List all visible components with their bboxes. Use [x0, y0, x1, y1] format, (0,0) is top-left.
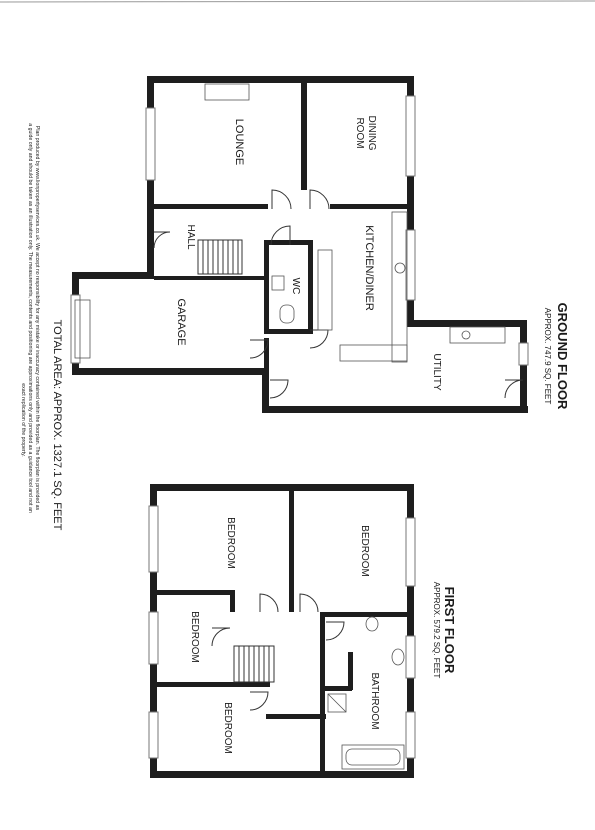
room-label-utility: UTILITY [431, 353, 442, 391]
disclaimer-line-1: Plan produced by www.lionpropertyservices.co.uk. We accept no responsibility for any mistake or inaccuracy contained within the floorplan. The floorplan is provided as [34, 125, 40, 511]
room-label-dining: DINING [366, 115, 377, 151]
door-swing [250, 692, 268, 710]
room-label-garage: GARAGE [175, 298, 187, 346]
window [71, 295, 80, 363]
wall [150, 484, 414, 491]
room-label-wc: WC [290, 277, 301, 295]
room-label-lounge: LOUNGE [233, 118, 245, 166]
toilet [366, 617, 378, 631]
fireplace [205, 84, 249, 100]
disclaimer-line-3: exact replication of the property. [20, 383, 26, 457]
room-label-bathroom: BATHROOM [369, 672, 380, 730]
disclaimer-line-2: a guide only and should be taken as an illustration only. The measurements, contents and positioning are approximations only and provided as a guidance tool and not an [27, 123, 33, 513]
door-swing [310, 190, 329, 209]
utility-worktop [450, 327, 505, 343]
wall [154, 590, 234, 595]
door-swing [260, 594, 278, 612]
room-label-dining-2: ROOM [354, 117, 365, 149]
wall [150, 771, 414, 778]
sink [395, 263, 405, 273]
ground-floor-heading: GROUND FLOOR [555, 302, 570, 410]
kitchen-worktop [392, 212, 407, 362]
door-swing [300, 594, 318, 612]
kitchen-worktop [340, 345, 407, 361]
first-floor-area: APPROX. 579.2 SQ. FEET [432, 581, 441, 679]
wall [324, 686, 352, 691]
wall [154, 682, 270, 687]
door-swing [272, 190, 291, 209]
wc-toilet [280, 305, 294, 323]
room-label-kitchen: KITCHEN/DINER [363, 225, 375, 311]
wall [262, 406, 528, 413]
ground-floor-area: APPROX. 747.9 SQ. FEET [543, 307, 552, 405]
room-label-bedroom-4: BEDROOM [222, 702, 233, 754]
window [519, 343, 528, 365]
wc-basin [272, 276, 284, 290]
wall [72, 272, 154, 279]
wall [520, 320, 527, 413]
wash-basin [392, 649, 404, 665]
wall [154, 276, 266, 280]
room-label-bedroom-1: BEDROOM [225, 517, 236, 569]
first-floor-plan [149, 484, 415, 778]
wall [289, 488, 294, 612]
ground-floor-plan [71, 76, 528, 413]
door-swing [270, 380, 288, 398]
wall [330, 204, 410, 209]
window [146, 108, 155, 180]
window [406, 518, 415, 586]
window [406, 96, 415, 176]
room-label-hall: HALL [185, 224, 196, 250]
door-swing [212, 628, 230, 646]
wall [407, 320, 527, 327]
bath-inner [346, 749, 400, 765]
door-swing [326, 622, 344, 640]
door-swing [154, 232, 170, 248]
first-floor-heading: FIRST FLOOR [442, 586, 457, 674]
wall [320, 612, 410, 617]
wall [308, 240, 313, 334]
kitchen-worktop [318, 250, 332, 330]
wall [348, 652, 353, 690]
wall [72, 368, 264, 375]
room-label-bedroom-3: BEDROOM [189, 611, 200, 663]
total-area: TOTAL AREA: APPROX. 1327.1 SQ. FEET [51, 319, 63, 531]
cupboard-cross [328, 694, 346, 712]
wall [150, 204, 268, 209]
room-label-bedroom-2: BEDROOM [359, 525, 370, 577]
wall [266, 714, 326, 719]
wall [230, 590, 235, 612]
window [149, 712, 158, 758]
wall [147, 76, 413, 83]
window [149, 506, 158, 572]
window [406, 636, 415, 678]
wall [264, 240, 269, 334]
staircase [198, 240, 242, 274]
wall [320, 612, 325, 776]
staircase [234, 646, 274, 682]
wall [301, 80, 307, 190]
window [149, 612, 158, 664]
window [406, 712, 415, 758]
wall [264, 329, 312, 334]
scan-border-line [0, 1, 595, 2]
sink [462, 331, 470, 339]
